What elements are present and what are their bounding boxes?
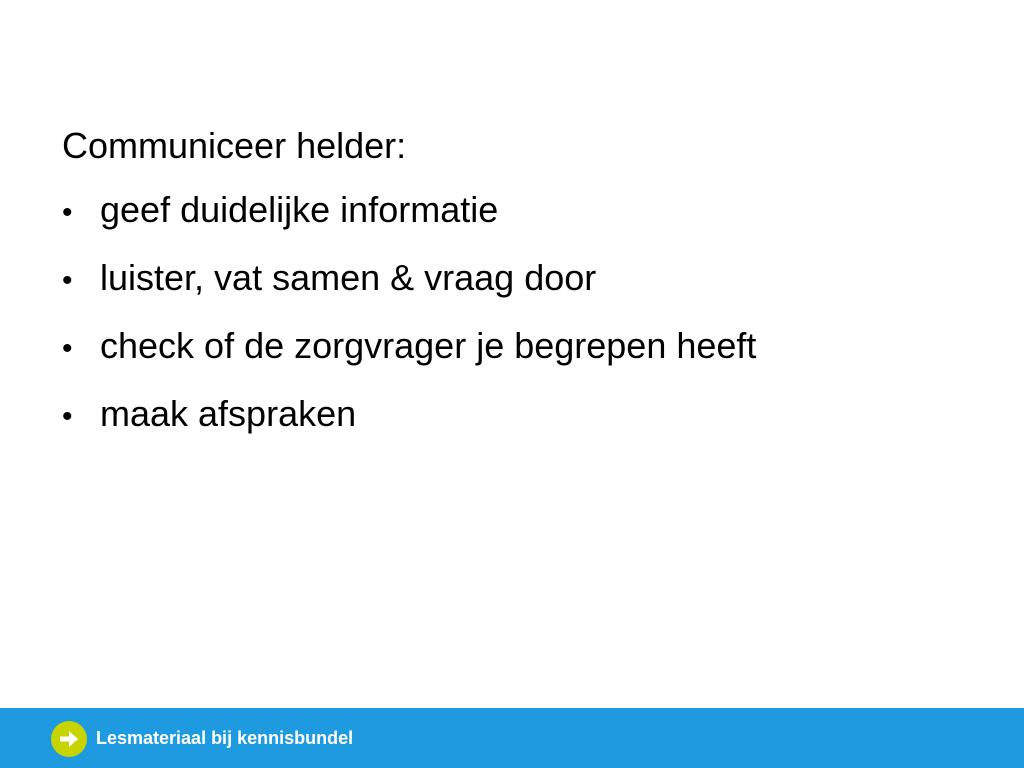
bullet-text: geef duidelijke informatie [100, 189, 499, 230]
bullet-item [62, 254, 962, 305]
slide-content [62, 122, 962, 458]
bullet-icon: • [62, 400, 73, 433]
slide-heading: Communiceer helder: [62, 125, 407, 166]
arrow-right-circle-icon [51, 721, 87, 757]
bullet-item [62, 186, 962, 237]
bullet-item [62, 390, 962, 441]
footer-bar [0, 708, 1024, 768]
bullet-text: check of de zorgvrager je begrepen heeft [100, 325, 757, 366]
bullet-icon: • [62, 264, 73, 297]
bullet-text: maak afspraken [100, 393, 357, 434]
bullet-text: luister, vat samen & vraag door [100, 257, 597, 298]
bullet-icon: • [62, 196, 73, 229]
bullet-list [62, 186, 962, 441]
footer-label: Lesmateriaal bij kennisbundel [96, 728, 354, 748]
bullet-icon: • [62, 332, 73, 365]
bullet-item [62, 322, 962, 373]
